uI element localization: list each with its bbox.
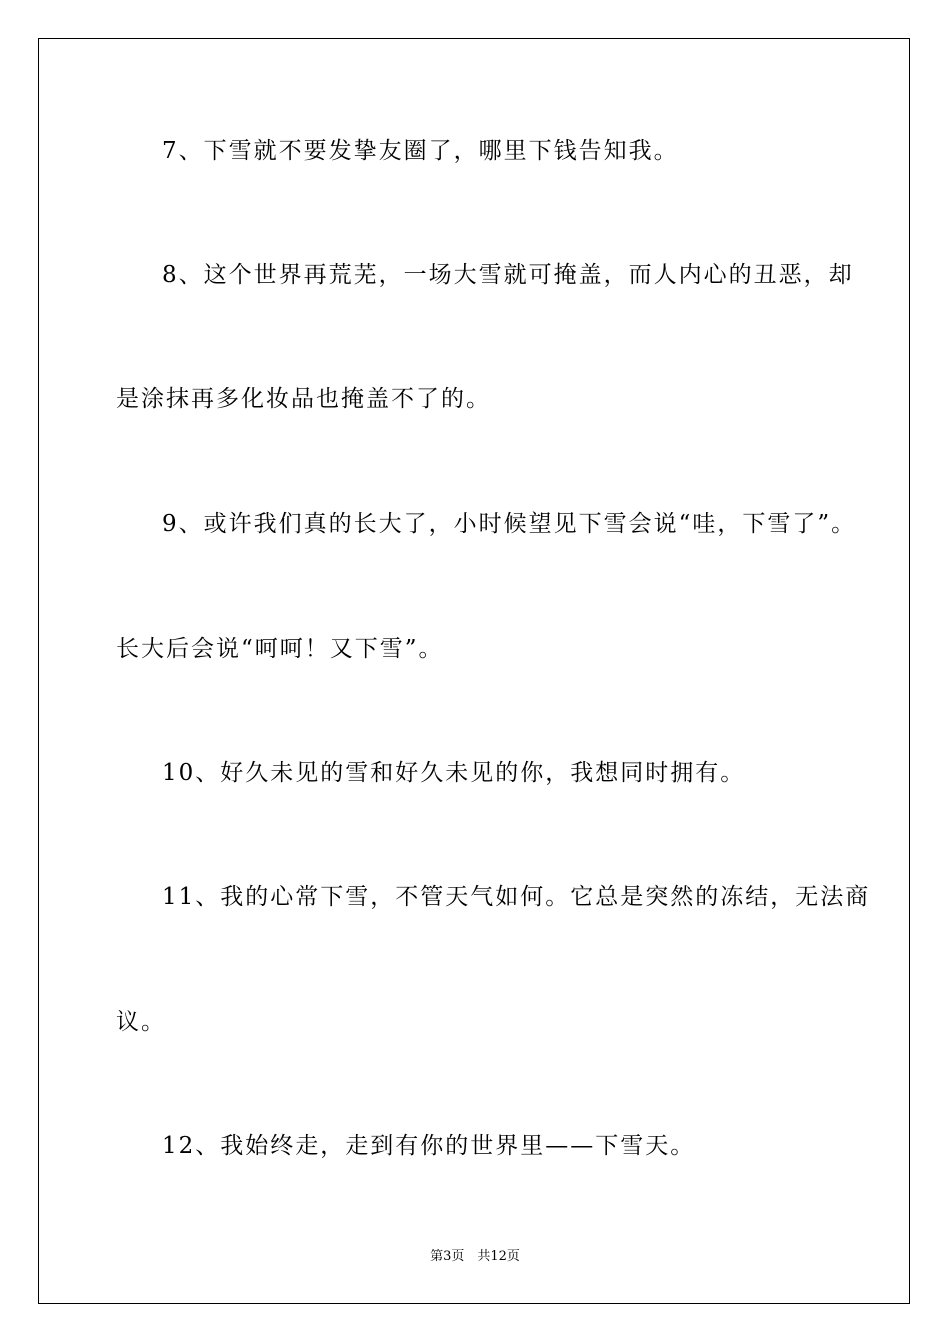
paragraph-9-line-1: 9、或许我们真的长大了，小时候望见下雪会说“哇，下雪了”。 — [162, 511, 857, 537]
paragraph-10: 10、好久未见的雪和好久未见的你，我想同时拥有。 — [162, 760, 746, 786]
page-footer: 第3页 共12页 — [430, 1249, 520, 1264]
paragraph-8-line-2: 是涂抹再多化妆品也掩盖不了的。 — [116, 386, 491, 412]
paragraph-9-line-2: 长大后会说“呵呵！又下雪”。 — [116, 636, 444, 662]
paragraph-11-line-1: 11、我的心常下雪，不管天气如何。它总是突然的冻结，无法商 — [162, 884, 871, 910]
paragraph-7: 7、下雪就不要发挚友圈了，哪里下钱告知我。 — [162, 138, 679, 164]
paragraph-11-line-2: 议。 — [116, 1009, 166, 1035]
paragraph-8-line-1: 8、这个世界再荒芜，一场大雪就可掩盖，而人内心的丑恶，却 — [162, 262, 854, 288]
page-border — [38, 38, 910, 1304]
paragraph-12: 12、我始终走，走到有你的世界里——下雪天。 — [162, 1133, 696, 1159]
